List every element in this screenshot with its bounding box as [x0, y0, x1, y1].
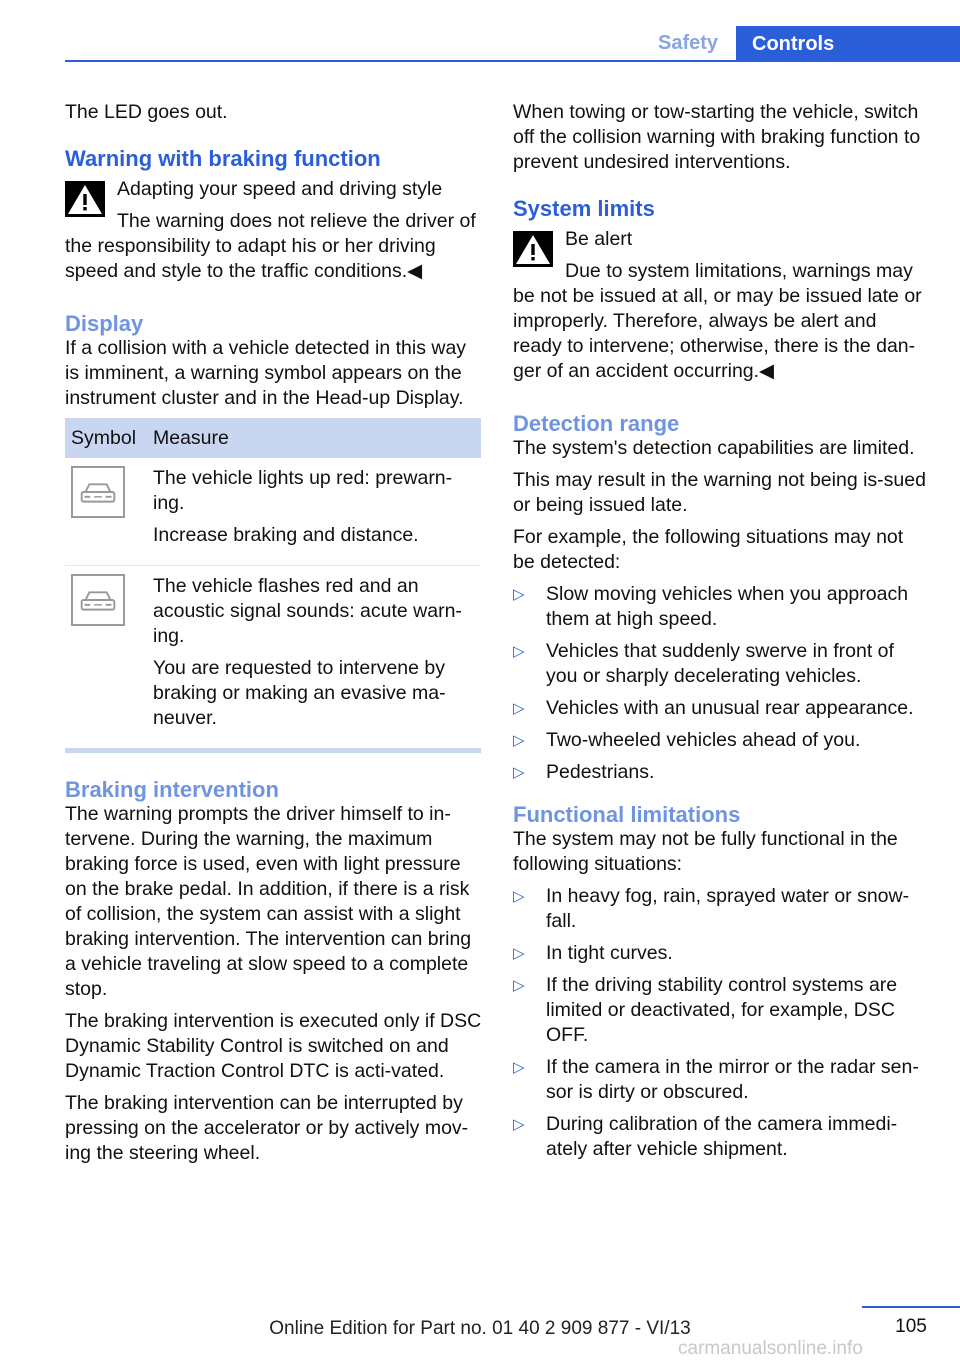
table-row	[65, 566, 481, 749]
functional-list	[513, 884, 929, 1162]
list-item: ▷ Two-wheeled vehicles ahead of you.	[513, 729, 861, 751]
list-item: ▷ Vehicles that suddenly swerve in front of you or sharply decelerating vehicles.	[513, 640, 894, 687]
right-column	[513, 100, 929, 1169]
warning-title: Be alert	[565, 228, 633, 250]
braking-text-3: The braking intervention can be interrupted by pressing on the accelerator or by actively mov-ing the steering wheel.	[65, 1092, 469, 1164]
detection-text-2: This may result in the warning not being is-sued or being issued late.	[513, 469, 926, 516]
col-header-symbol: Symbol	[65, 418, 147, 458]
vehicle-warning-icon	[71, 466, 125, 518]
measure-text: The vehicle flashes red and an acoustic signal sounds: acute warn-ing.	[153, 575, 462, 647]
measure-text: Increase braking and distance.	[153, 524, 419, 546]
page-number: 105	[895, 1316, 927, 1337]
list-item: ▷ Vehicles with an unusual rear appearance.	[513, 697, 914, 719]
vehicle-warning-icon	[71, 574, 125, 626]
warning-text: Due to system limitations, warnings may be not be issued at all, or may be issued late or improperly. Therefore, always be alert and ready to intervene; otherwise, there is the dan-ger of an accident occurring.◀	[513, 260, 922, 382]
detection-text-1: The system's detection capabilities are limited.	[513, 437, 915, 459]
bullet-icon: ▷	[513, 977, 525, 994]
bullet-icon: ▷	[513, 1059, 525, 1076]
warning-text: The warning does not relieve the driver of the responsibility to adapt his or her driving speed and style to the traffic conditions.◀	[65, 210, 476, 282]
bullet-icon: ▷	[513, 764, 525, 781]
tab-controls: Controls	[736, 26, 960, 62]
list-item: ▷ In heavy fog, rain, sprayed water or snow-fall.	[513, 885, 910, 932]
header-rule	[65, 60, 960, 62]
measure-text: The vehicle lights up red: prewarn-ing.	[153, 467, 453, 514]
functional-text: The system may not be fully functional in the following situations:	[513, 828, 898, 875]
bullet-icon: ▷	[513, 945, 525, 962]
table-bottom-rule	[65, 748, 481, 753]
bullet-icon: ▷	[513, 888, 525, 905]
detection-list	[513, 582, 929, 785]
left-column	[65, 100, 483, 1173]
page-number-rule	[862, 1306, 960, 1308]
warning-notice-alert	[513, 227, 929, 384]
measure-text: You are requested to intervene by braking or making an evasive ma-neuver.	[153, 657, 446, 729]
list-item: ▷ Pedestrians.	[513, 761, 655, 783]
list-item: ▷ During calibration of the camera immedi-ately after vehicle shipment.	[513, 1113, 898, 1160]
list-item: ▷ In tight curves.	[513, 942, 673, 964]
braking-text-1: The warning prompts the driver himself to in-tervene. During the warning, the maximum braking force is used, even with light pressure on the brake pedal. In addition, if there is a risk of collision, the system can assist with a slight braking intervention. The intervention can bring a vehicle traveling at slow speed to a complete stop.	[65, 803, 472, 1000]
bullet-icon: ▷	[513, 586, 525, 603]
col-header-measure: Measure	[147, 418, 481, 458]
tab-safety: Safety	[657, 32, 719, 54]
display-text: If a collision with a vehicle detected in this way is imminent, a warning symbol appears on the instrument cluster and in the Head-up Display.	[65, 337, 467, 409]
watermark: carmanualsonline.info	[678, 1338, 863, 1359]
heading-display: Display	[65, 311, 144, 336]
bullet-icon: ▷	[513, 643, 525, 660]
warning-triangle-icon	[65, 181, 105, 217]
heading-detection-range: Detection range	[513, 411, 680, 436]
heading-functional-limitations: Functional limitations	[513, 802, 741, 827]
symbol-table	[65, 418, 481, 748]
braking-text-2: The braking intervention is executed only if DSC Dynamic Stability Control is switched on and Dynamic Traction Control DTC is acti-vated.	[65, 1010, 482, 1082]
bullet-icon: ▷	[513, 1116, 525, 1133]
warning-title: Adapting your speed and driving style	[117, 178, 443, 200]
bullet-icon: ▷	[513, 732, 525, 749]
warning-triangle-icon	[513, 231, 553, 267]
warning-notice-speed	[65, 177, 483, 284]
table-row	[65, 458, 481, 566]
detection-text-3: For example, the following situations may not be detected:	[513, 526, 904, 573]
list-item: ▷ If the driving stability control systems are limited or deactivated, for example, DSC OFF.	[513, 974, 898, 1046]
heading-warning-braking: Warning with braking function	[65, 146, 381, 171]
heading-braking-intervention: Braking intervention	[65, 777, 279, 802]
bullet-icon: ▷	[513, 700, 525, 717]
list-item: ▷ If the camera in the mirror or the radar sen-sor is dirty or obscured.	[513, 1056, 919, 1103]
towing-text: When towing or tow-starting the vehicle, switch off the collision warning with braking function to prevent undesired interventions.	[513, 101, 921, 173]
intro-text: The LED goes out.	[65, 101, 228, 123]
online-edition-footer: Online Edition for Part no. 01 40 2 909 877 - VI/13	[269, 1318, 691, 1339]
list-item: ▷ Slow moving vehicles when you approach them at high speed.	[513, 583, 909, 630]
heading-system-limits: System limits	[513, 196, 655, 221]
